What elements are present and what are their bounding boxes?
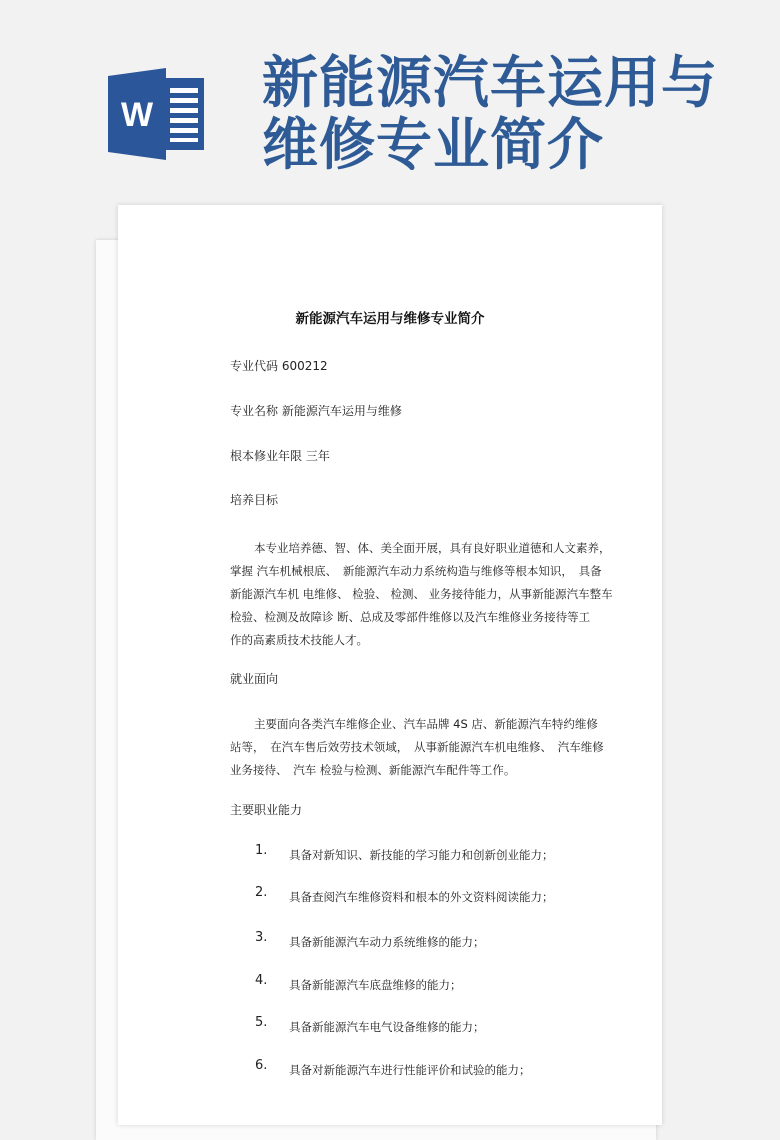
employment-line: 主要面向各类汽车维修企业、汽车品牌 4S 店、新能源汽车特约维修 bbox=[254, 717, 598, 731]
goal-line: 作的高素质技术技能人才。 bbox=[230, 633, 368, 647]
employment-heading: 就业面向 bbox=[230, 672, 279, 686]
goal-line: 检验、检测及故障诊 断、总成及零部件维修以及汽车维修业务接待等工 bbox=[230, 610, 591, 624]
document-title: 新能源汽车运用与维修专业简介 bbox=[295, 311, 485, 327]
banner-title bbox=[262, 52, 718, 176]
ability-item: 具备对新知识、新技能的学习能力和创新创业能力； bbox=[289, 848, 554, 862]
goal-line: 掌握 汽车机械根底、 新能源汽车动力系统构造与维修等根本知识， 具备 bbox=[230, 564, 602, 578]
major-code: 专业代码 600212 bbox=[230, 359, 328, 373]
logo-letter: W bbox=[120, 96, 154, 134]
ability-heading: 主要职业能力 bbox=[230, 803, 303, 817]
ability-item: 具备新能源汽车动力系统维修的能力； bbox=[289, 935, 485, 949]
major-name: 专业名称 新能源汽车运用与维修 bbox=[230, 404, 402, 418]
study-years: 根本修业年限 三年 bbox=[230, 449, 330, 463]
ability-number: 5. bbox=[255, 1015, 268, 1030]
employment-paragraph bbox=[230, 713, 660, 782]
ability-item: 具备查阅汽车维修资料和根本的外文资料阅读能力； bbox=[289, 890, 554, 904]
word-logo-icon bbox=[108, 68, 208, 160]
employment-line: 站等， 在汽车售后效劳技术领域， 从事新能源汽车机电维修、 汽车维修 bbox=[230, 740, 604, 754]
goal-line: 本专业培养德、智、体、美全面开展，具有良好职业道德和人文素养， bbox=[254, 541, 611, 555]
goal-heading: 培养目标 bbox=[230, 493, 279, 507]
ability-number: 6. bbox=[255, 1058, 268, 1073]
goal-line: 新能源汽车机 电维修、 检验、 检测、 业务接待能力，从事新能源汽车整车 bbox=[230, 587, 613, 601]
ability-number: 4. bbox=[255, 973, 268, 988]
ability-number: 2. bbox=[255, 885, 268, 900]
ability-item: 具备新能源汽车电气设备维修的能力； bbox=[289, 1020, 485, 1034]
goal-paragraph bbox=[230, 537, 660, 652]
ability-item: 具备新能源汽车底盘维修的能力； bbox=[289, 978, 462, 992]
ability-number: 3. bbox=[255, 930, 268, 945]
document-page bbox=[118, 205, 662, 1125]
banner-title-line1: 新能源汽车运用与 bbox=[262, 50, 718, 116]
ability-number: 1. bbox=[255, 843, 268, 858]
banner-title-line2: 维修专业简介 bbox=[262, 112, 604, 178]
employment-line: 业务接待、 汽车 检验与检测、新能源汽车配件等工作。 bbox=[230, 763, 516, 777]
ability-item: 具备对新能源汽车进行性能评价和试验的能力； bbox=[289, 1063, 531, 1077]
